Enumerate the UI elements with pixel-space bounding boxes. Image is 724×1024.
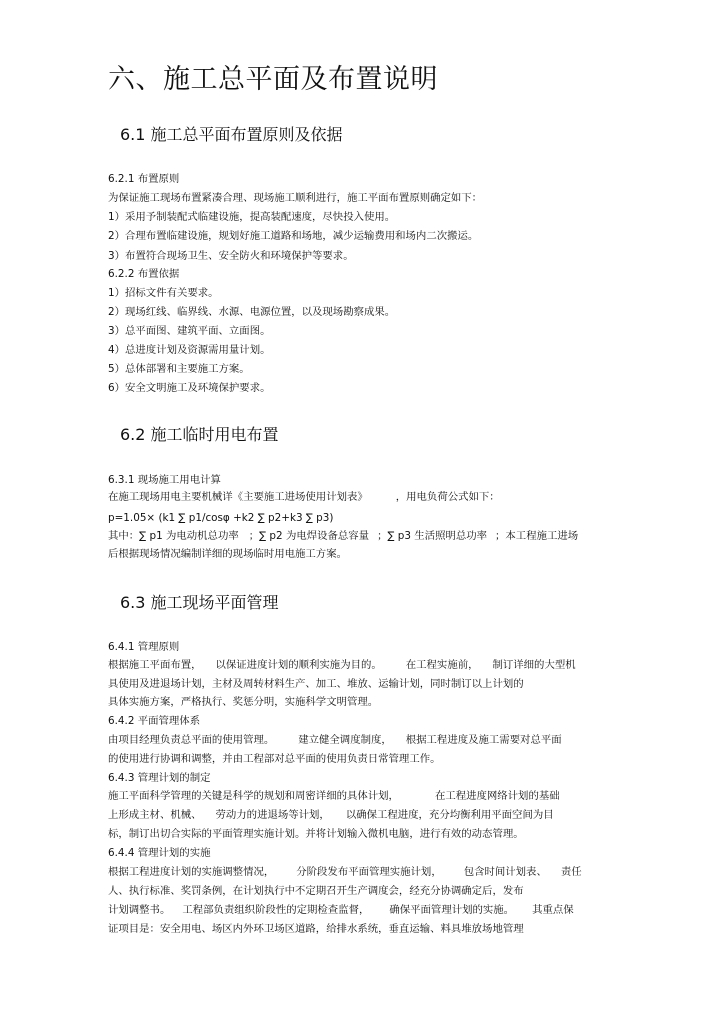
text-segment: ，用电负荷公式如下： — [395, 491, 500, 503]
text-segment: 建立健全调度制度， — [298, 734, 392, 746]
text-segment: ；∑ p3 生活照明总功率 — [377, 530, 488, 542]
text-segment: 其重点保 — [532, 904, 574, 916]
list-item: 5）总体部署和主要施工方案。 — [108, 363, 250, 375]
section-heading-6-2: 6.2 施工临时用电布置 — [120, 425, 279, 444]
text-line: 标，制订出切合实际的平面管理实施计划。并将计划输入微机电脑，进行有效的动态管理。 — [108, 828, 524, 840]
section-heading-6-3: 6.3 施工现场平面管理 — [120, 593, 279, 612]
text-line: 的使用进行协调和调整，并由工程部对总平面的使用负责日常管理工作。 — [108, 753, 441, 765]
subheading-6-3-1: 6.3.1 现场施工用电计算 — [108, 474, 221, 486]
text-segment: 在施工现场用电主要机械详《主要施工进场使用计划表》 — [108, 491, 368, 503]
text-segment: 其中：∑ p1 为电动机总功率 — [108, 530, 239, 542]
list-item: 1）招标文件有关要求。 — [108, 287, 219, 299]
text-line: 后根据现场情况编制详细的现场临时用电施工方案。 — [108, 548, 347, 560]
text-line — [108, 658, 576, 672]
list-item: 1）采用予制装配式临建设施，提高装配速度，尽快投入使用。 — [108, 211, 396, 223]
text-segment: 工程部负责组织阶段性的定期检查监督， — [182, 904, 370, 916]
page-title: 六、施工总平面及布置说明 — [108, 64, 438, 95]
subheading-6-2-1: 6.2.1 布置原则 — [108, 173, 180, 185]
text-line: 具体实施方案，严格执行、奖惩分明，实施科学文明管理。 — [108, 696, 379, 708]
text-line — [108, 808, 554, 822]
text-segment: 根据工程进度计划的实施调整情况， — [108, 866, 275, 878]
text-line — [108, 789, 560, 803]
text-line — [108, 529, 578, 543]
text-segment: 根据工程进度及施工需要对总平面 — [405, 734, 562, 746]
text-segment: ；本工程施工进场 — [495, 530, 579, 542]
text-segment: 劳动力的进退场等计划， — [215, 809, 330, 821]
list-item: 3）布置符合现场卫生、安全防火和环境保护等要求。 — [108, 250, 354, 262]
subheading-6-4-2: 6.4.2 平面管理体系 — [108, 715, 201, 727]
section-heading-6-1: 6.1 施工总平面布置原则及依据 — [120, 125, 343, 144]
list-item: 2）合理布置临建设施，规划好施工道路和场地，减少运输费用和场内二次搬运。 — [108, 230, 479, 242]
subheading-6-4-3: 6.4.3 管理计划的制定 — [108, 772, 211, 784]
text-segment: 根据施工平面布置， — [108, 659, 202, 671]
text-segment: 包含时间计划表、 — [463, 866, 547, 878]
text-segment: 由项目经理负责总平面的使用管理。 — [108, 734, 275, 746]
list-item: 2）现场红线、临界线、水源、电源位置，以及现场勘察成果。 — [108, 306, 396, 318]
list-item: 4）总进度计划及资源需用量计划。 — [108, 344, 271, 356]
list-item: 6）安全文明施工及环境保护要求。 — [108, 382, 271, 394]
text-segment: 分阶段发布平面管理实施计划， — [296, 866, 442, 878]
text-line: 具使用及进退场计划，主材及周转材料生产、加工、堆放、运输计划，同时制订以上计划的 — [108, 678, 524, 690]
subheading-6-4-1: 6.4.1 管理原则 — [108, 641, 180, 653]
text-segment: 责任 — [560, 866, 582, 878]
formula-line: p=1.05× (k1 ∑ p1/cosφ +k2 ∑ p2+k3 ∑ p3) — [108, 512, 334, 524]
text-segment: 制订详细的大型机 — [492, 659, 576, 671]
text-segment: 在工程实施前， — [405, 659, 479, 671]
text-line: 为保证施工现场布置紧凑合理、现场施工顺利进行，施工平面布置原则确定如下： — [108, 192, 483, 204]
text-line: 证项目是：安全用电、场区内外环卫场区道路，给排水系统，垂直运输、料具堆放场地管理 — [108, 923, 524, 935]
text-segment: 在工程进度网络计划的基础 — [434, 790, 560, 802]
text-segment: ；∑ p2 为电焊设备总容量 — [248, 530, 370, 542]
text-line — [108, 903, 574, 917]
list-item: 3）总平面图、建筑平面、立面图。 — [108, 325, 271, 337]
text-segment: 以确保工程进度，充分均衡利用平面空间为目 — [345, 809, 554, 821]
text-segment: 以保证进度计划的顺利实施为目的。 — [215, 659, 382, 671]
subheading-6-4-4: 6.4.4 管理计划的实施 — [108, 847, 211, 859]
text-line — [108, 490, 500, 504]
text-line: 人、执行标准、奖罚条例，在计划执行中不定期召开生产调度会，经充分协调确定后，发布 — [108, 885, 524, 897]
subheading-6-2-2: 6.2.2 布置依据 — [108, 268, 180, 280]
text-segment: 计划调整书。 — [108, 904, 171, 916]
text-line — [108, 733, 562, 747]
text-segment: 施工平面科学管理的关键是科学的规划和周密详细的具体计划， — [108, 790, 399, 802]
text-segment: 确保平面管理计划的实施。 — [389, 904, 515, 916]
text-line — [108, 865, 582, 879]
text-segment: 上形成主材、机械、 — [108, 809, 202, 821]
